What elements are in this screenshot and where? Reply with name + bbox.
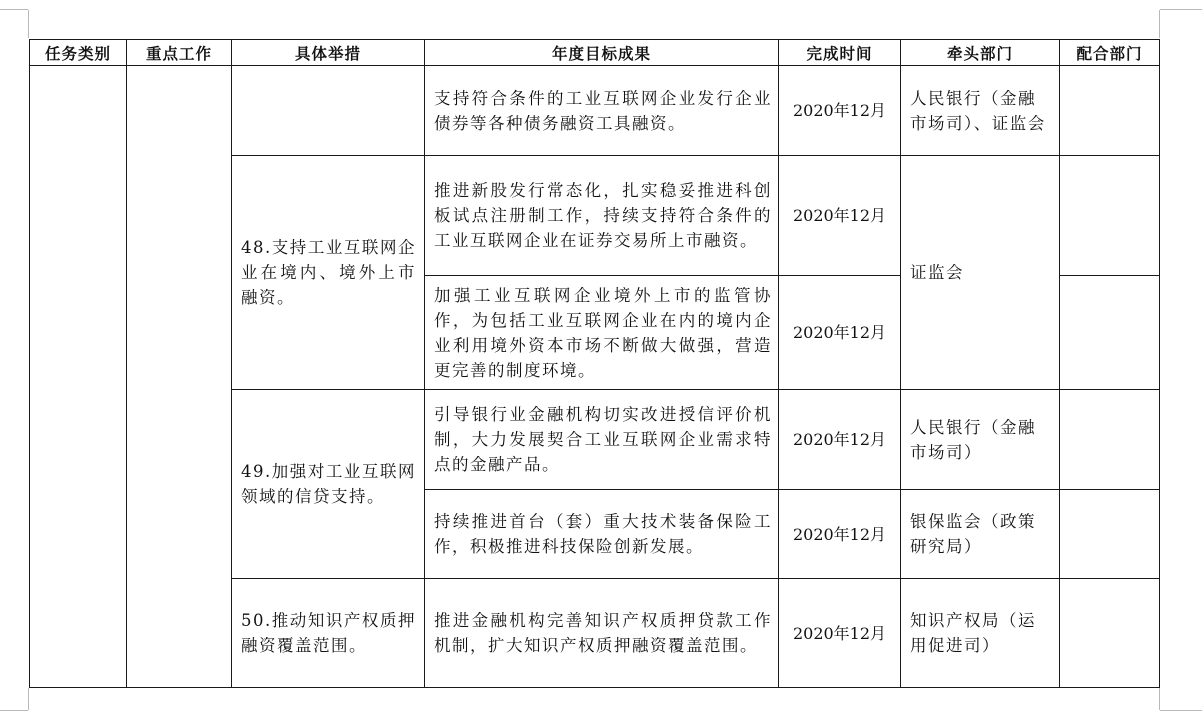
time-cell: 2020年12月 [779, 276, 901, 390]
header-specific-measures: 具体举措 [232, 40, 425, 66]
lead-department-cell: 人民银行（金融市场司） [901, 390, 1060, 490]
time-cell: 2020年12月 [779, 579, 901, 688]
time-cell: 2020年12月 [779, 390, 901, 490]
measure-cell: 50.推动知识产权质押融资覆盖范围。 [232, 579, 425, 688]
cooperating-department-cell [1060, 490, 1160, 579]
header-key-work: 重点工作 [127, 40, 232, 66]
key-work-cell [127, 66, 232, 688]
cooperating-department-cell [1060, 156, 1160, 276]
target-cell: 推进新股发行常态化，扎实稳妥推进科创板试点注册制工作，持续支持符合条件的工业互联网企业在证券交易所上市融资。 [425, 156, 779, 276]
lead-department-cell: 银保监会（政策研究局） [901, 490, 1060, 579]
target-cell: 支持符合条件的工业互联网企业发行企业债券等各种债务融资工具融资。 [425, 66, 779, 156]
table-header-row [30, 40, 1160, 66]
target-cell: 加强工业互联网企业境外上市的监管协作，为包括工业互联网企业在内的境内企业利用境外资本市场不断做大做强，营造更完善的制度环境。 [425, 276, 779, 390]
target-cell: 引导银行业金融机构切实改进授信评价机制，大力发展契合工业互联网企业需求特点的金融产品。 [425, 390, 779, 490]
task-table [29, 39, 1160, 688]
measure-cell: 49.加强对工业互联网领域的信贷支持。 [232, 390, 425, 579]
measure-cell [232, 66, 425, 156]
cooperating-department-cell [1060, 390, 1160, 490]
header-completion-time: 完成时间 [779, 40, 901, 66]
lead-department-cell: 人民银行（金融市场司）、证监会 [901, 66, 1060, 156]
header-task-category: 任务类别 [30, 40, 127, 66]
time-cell: 2020年12月 [779, 490, 901, 579]
cooperating-department-cell [1060, 579, 1160, 688]
target-cell: 推进金融机构完善知识产权质押贷款工作机制，扩大知识产权质押融资覆盖范围。 [425, 579, 779, 688]
header-annual-target: 年度目标成果 [425, 40, 779, 66]
lead-department-cell: 知识产权局（运用促进司） [901, 579, 1060, 688]
target-cell: 持续推进首台（套）重大技术装备保险工作，积极推进科技保险创新发展。 [425, 490, 779, 579]
cooperating-department-cell [1060, 276, 1160, 390]
time-cell: 2020年12月 [779, 156, 901, 276]
header-lead-department: 牵头部门 [901, 40, 1060, 66]
measure-cell: 48.支持工业互联网企业在境内、境外上市融资。 [232, 156, 425, 390]
table-row [30, 66, 1160, 156]
lead-department-cell: 证监会 [901, 156, 1060, 390]
task-category-cell [30, 66, 127, 688]
time-cell: 2020年12月 [779, 66, 901, 156]
cooperating-department-cell [1060, 66, 1160, 156]
header-cooperating-department: 配合部门 [1060, 40, 1160, 66]
